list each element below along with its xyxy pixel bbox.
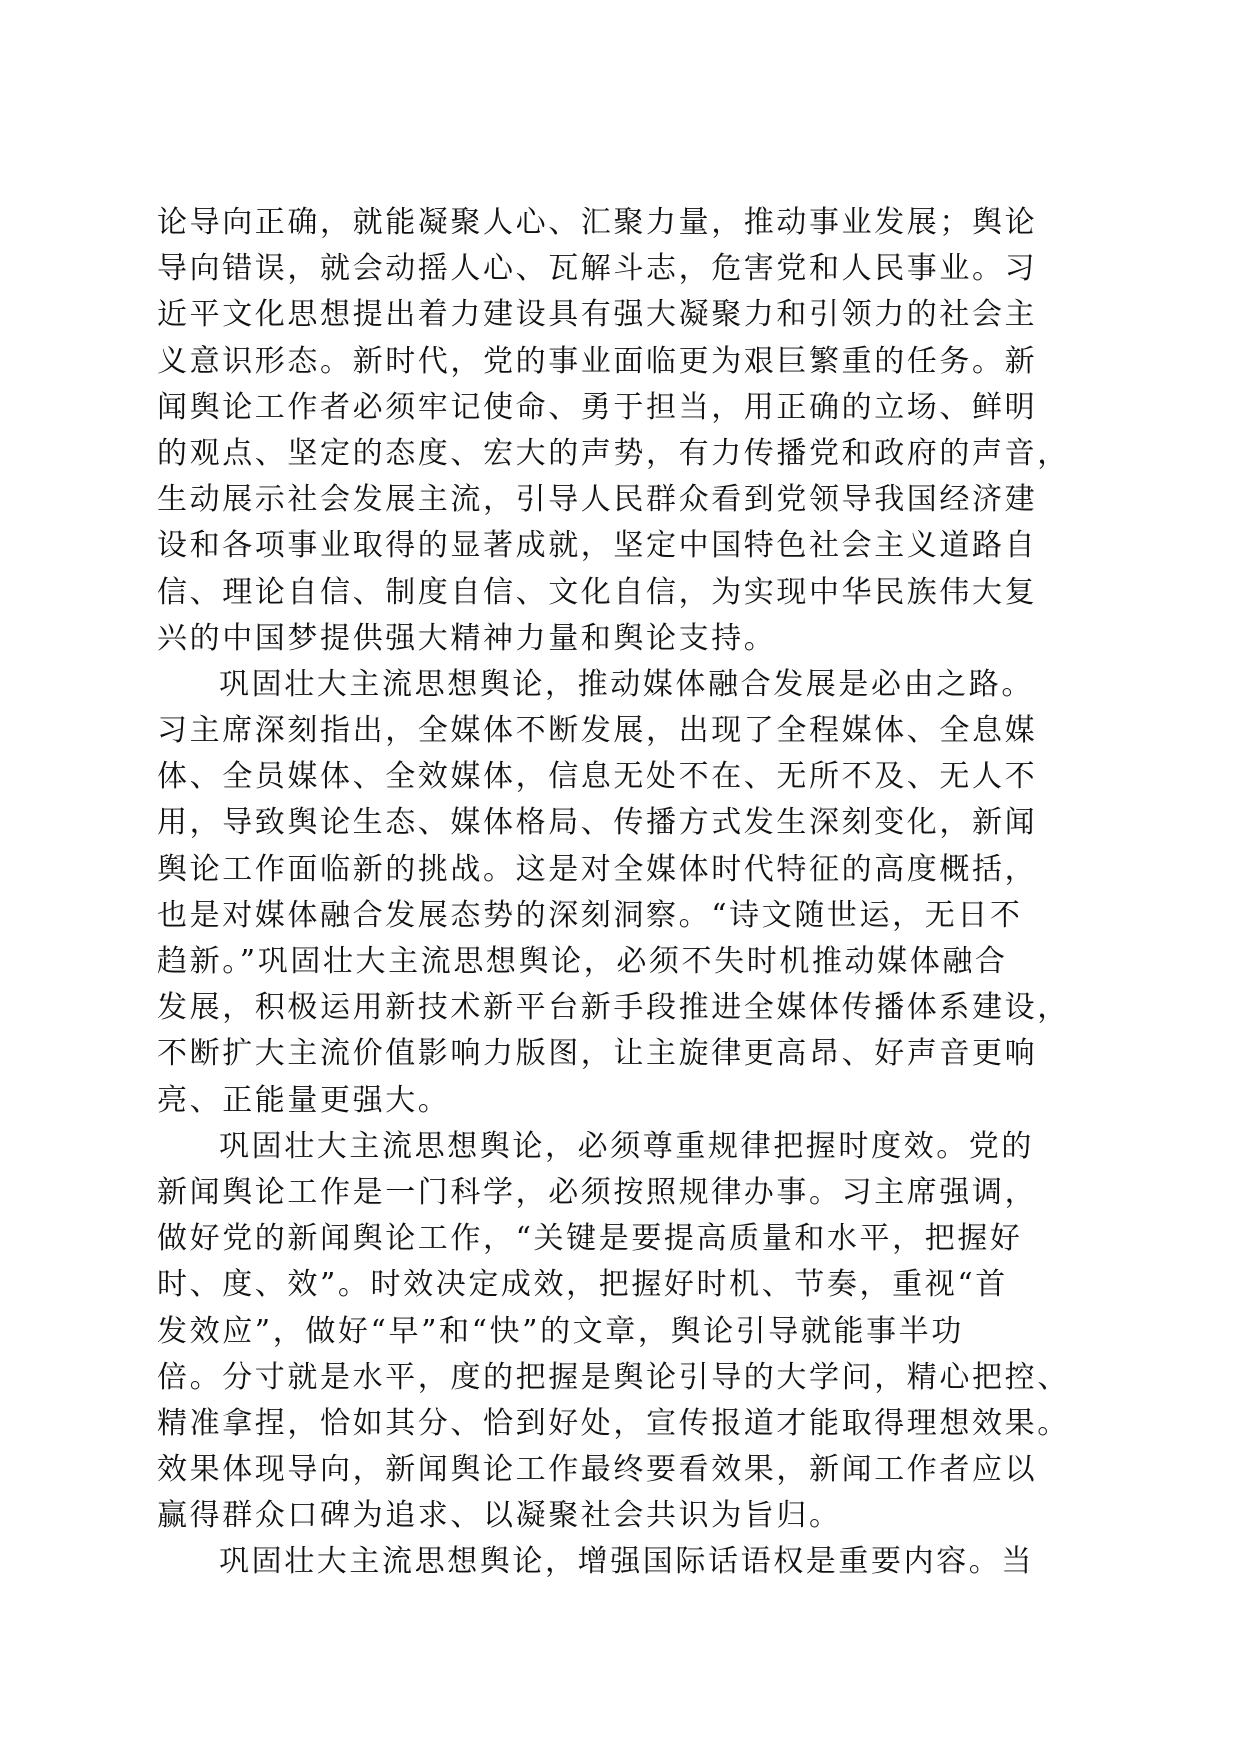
text-line: 新闻舆论工作是一门科学，必须按照规律办事。习主席强调， <box>157 1174 1038 1210</box>
text-line: 近平文化思想提出着力建设具有强大凝聚力和引领力的社会主 <box>157 297 1038 333</box>
text-line: 体、全员媒体、全效媒体，信息无处不在、无所不及、无人不 <box>157 759 1038 795</box>
text-line: 时、度、效”。时效决定成效，把握好时机、节奏，重视“首 <box>157 1267 1008 1303</box>
text-line: 导向错误，就会动摇人心、瓦解斗志，危害党和人民事业。习 <box>157 251 1038 287</box>
text-line: 倍。分寸就是水平，度的把握是舆论引导的大学问，精心把控、 <box>157 1359 1070 1395</box>
body-text <box>157 200 1097 1586</box>
text-line: 闻舆论工作者必须牢记使命、勇于担当，用正确的立场、鲜明 <box>157 389 1038 425</box>
paragraph-start-line: 巩固壮大主流思想舆论，推动媒体融合发展是必由之路。 <box>219 666 1034 702</box>
text-line: 义意识形态。新时代，党的事业面临更为艰巨繁重的任务。新 <box>157 343 1038 379</box>
text-line: 也是对媒体融合发展态势的深刻洞察。“诗文随世运，无日不 <box>157 897 1023 933</box>
text-line: 亮、正能量更强大。 <box>157 1082 451 1118</box>
text-line: 发展，积极运用新技术新平台新手段推进全媒体传播体系建设， <box>157 990 1070 1026</box>
text-line: 习主席深刻指出，全媒体不断发展，出现了全程媒体、全息媒 <box>157 713 1038 749</box>
text-line: 舆论工作面临新的挑战。这是对全媒体时代特征的高度概括， <box>157 851 1038 887</box>
text-line: 赢得群众口碑为追求、以凝聚社会共识为旨归。 <box>157 1498 842 1534</box>
text-line: 效果体现导向，新闻舆论工作最终要看效果，新闻工作者应以 <box>157 1452 1038 1488</box>
text-line: 兴的中国梦提供强大精神力量和舆论支持。 <box>157 620 777 656</box>
text-line: 论导向正确，就能凝聚人心、汇聚力量，推动事业发展；舆论 <box>157 205 1038 240</box>
text-line: 发效应”，做好“早”和“快”的文章，舆论引导就能事半功 <box>157 1313 964 1349</box>
text-line: 信、理论自信、制度自信、文化自信，为实现中华民族伟大复 <box>157 574 1038 610</box>
text-line: 生动展示社会发展主流，引导人民群众看到党领导我国经济建 <box>157 482 1038 518</box>
text-line: 精准拿捏，恰如其分、恰到好处，宣传报道才能取得理想效果。 <box>157 1405 1070 1441</box>
text-line: 做好党的新闻舆论工作，“关键是要提高质量和水平，把握好 <box>157 1221 1023 1257</box>
paragraph-start-line: 巩固壮大主流思想舆论，必须尊重规律把握时度效。党的 <box>219 1128 1034 1164</box>
text-line: 不断扩大主流价值影响力版图，让主旋律更高昂、好声音更响 <box>157 1036 1038 1072</box>
paragraph-start-line: 巩固壮大主流思想舆论，增强国际话语权是重要内容。当 <box>219 1544 1034 1580</box>
text-line: 趋新。”巩固壮大主流思想舆论，必须不失时机推动媒体融合 <box>157 944 1008 979</box>
text-line: 的观点、坚定的态度、宏大的声势，有力传播党和政府的声音， <box>157 435 1070 471</box>
text-line: 用，导致舆论生态、媒体格局、传播方式发生深刻变化，新闻 <box>157 805 1038 841</box>
text-line: 设和各项事业取得的显著成就，坚定中国特色社会主义道路自 <box>157 528 1038 564</box>
